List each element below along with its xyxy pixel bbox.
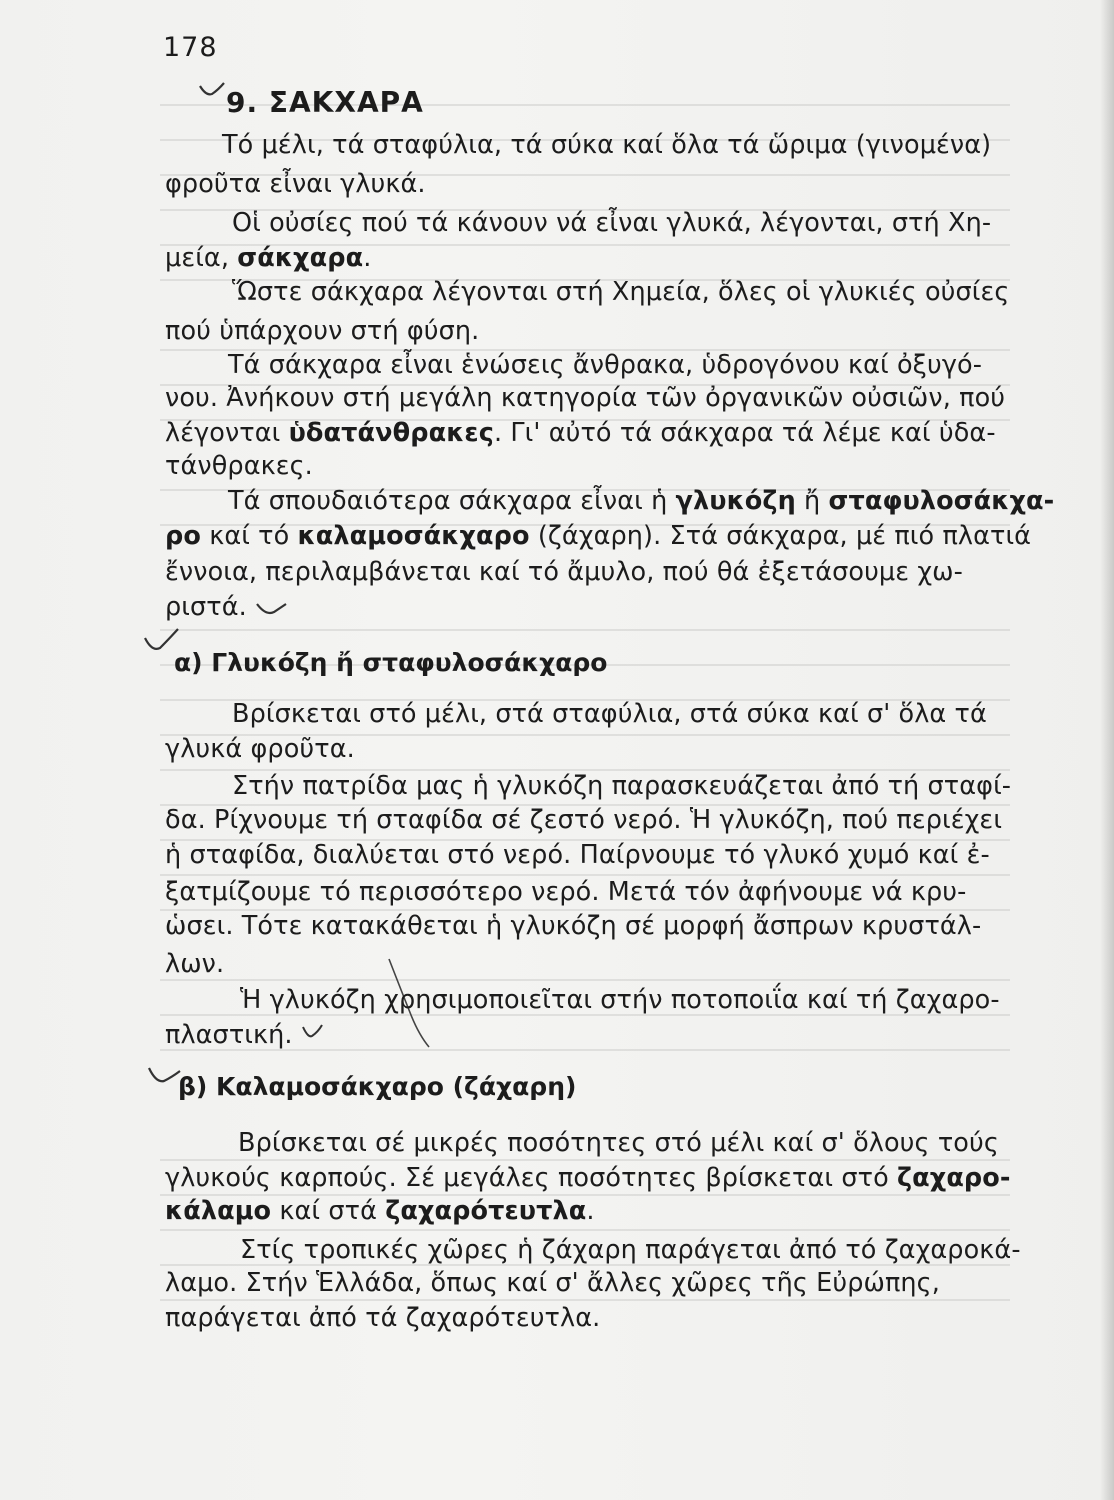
bold-term: κάλαμο xyxy=(165,1196,272,1226)
bold-term: ζαχαρο- xyxy=(896,1163,1011,1193)
text-line xyxy=(165,243,371,273)
text-line: λων. xyxy=(165,949,225,979)
text-line: Ὥστε σάκχαρα λέγονται στή Χημεία, ὅλες οἱ γλυκιές οὐσίες xyxy=(232,277,1010,307)
text-line: γλυκά φροῦτα. xyxy=(165,734,355,764)
bold-term: ρο xyxy=(165,521,201,551)
text-line: Βρίσκεται σέ μικρές ποσότητες στό μέλι καί σ' ὅλους τούς xyxy=(238,1128,999,1158)
bold-term: ὑδατάνθρακες xyxy=(288,418,494,448)
text-span: γλυκούς καρπούς. Σέ μεγάλες ποσότητες βρίσκεται στό xyxy=(165,1163,897,1193)
text-line xyxy=(165,1163,1011,1193)
text-line: παράγεται ἀπό τά ζαχαρότευτλα. xyxy=(165,1303,601,1333)
text-span: . Γι' αὐτό τά σάκχαρα τά λέμε καί ὑδα- xyxy=(493,418,996,448)
text-line: ξατμίζουμε τό περισσότερο νερό. Μετά τόν ἀφήνουμε νά κρυ- xyxy=(165,877,967,907)
text-line: τάνθρακες. xyxy=(165,451,313,481)
chapter-title: 9. ΣΑΚΧΑΡΑ xyxy=(226,86,424,119)
text-span: . xyxy=(586,1196,595,1226)
text-line: Βρίσκεται στό μέλι, στά σταφύλια, στά σύκα καί σ' ὅλα τά xyxy=(232,699,987,729)
text-line: ὡσει. Τότε κατακάθεται ἡ γλυκόζη σέ μορφή ἄσπρων κρυστάλ- xyxy=(165,911,982,941)
text-line xyxy=(165,1196,595,1226)
text-line: ἔννοια, περιλαμβάνεται καί τό ἄμυλο, πού θά ἐξετάσουμε χω- xyxy=(165,557,963,587)
text-span: καί τό xyxy=(200,521,298,551)
bold-term: γλυκόζη xyxy=(675,486,796,516)
text-line xyxy=(165,418,996,448)
text-span: μεία, xyxy=(165,243,238,273)
text-line: Στήν πατρίδα μας ἡ γλυκόζη παρασκευάζεται ἀπό τή σταφί- xyxy=(232,771,1012,801)
page-number: 178 xyxy=(163,32,218,63)
check-mark-icon xyxy=(146,1063,182,1087)
check-mark-icon xyxy=(300,1022,326,1042)
text-line: ἡ σταφίδα, διαλύεται στό νερό. Παίρνουμε τό γλυκό χυμό καί ἐ- xyxy=(165,840,990,870)
text-span: ἤ xyxy=(795,486,829,516)
bold-term: σάκχαρα xyxy=(237,243,364,273)
text-line: πού ὑπάρχουν στή φύση. xyxy=(165,316,480,346)
text-line: Στίς τροπικές χῶρες ἡ ζάχαρη παράγεται ἀπό τό ζαχαροκά- xyxy=(240,1235,1021,1265)
section-heading-glucose: α) Γλυκόζη ἤ σταφυλοσάκχαρο xyxy=(174,648,608,677)
text-line: νου. Ἀνήκουν στή μεγάλη κατηγορία τῶν ὀργανικῶν οὐσιῶν, πού xyxy=(165,383,1006,413)
text-line: Τό μέλι, τά σταφύλια, τά σύκα καί ὅλα τά ὥριμα (γινομένα) xyxy=(222,130,992,160)
bold-term: ζαχαρότευτλα xyxy=(385,1196,587,1226)
check-mark-icon xyxy=(254,600,290,620)
section-heading-sucrose: β) Καλαμοσάκχαρο (ζάχαρη) xyxy=(178,1072,577,1101)
text-line: φροῦτα εἶναι γλυκά. xyxy=(165,169,426,199)
text-line: Οἱ οὐσίες πού τά κάνουν νά εἶναι γλυκά, λέγονται, στή Χη- xyxy=(232,208,992,238)
text-line: λαμο. Στήν Ἑλλάδα, ὅπως καί σ' ἄλλες χῶρες τῆς Εὐρώπης, xyxy=(165,1268,940,1298)
text-line: δα. Ρίχνουμε τή σταφίδα σέ ζεστό νερό. Ἡ γλυκόζη, πού περιέχει xyxy=(165,805,1003,835)
bold-term: καλαμοσάκχαρο xyxy=(297,521,530,551)
text-line: Τά σάκχαρα εἶναι ἑνώσεις ἄνθρακα, ὑδρογόνου καί ὀξυγό- xyxy=(228,350,983,380)
text-line xyxy=(165,521,1031,551)
text-span: . xyxy=(363,243,372,273)
text-span: καί στά xyxy=(271,1196,386,1226)
text-span: Τά σπουδαιότερα σάκχαρα εἶναι ἡ xyxy=(228,486,676,516)
bold-term: σταφυλοσάκχα- xyxy=(828,486,1055,516)
text-line: ριστά. xyxy=(165,592,247,622)
text-line xyxy=(228,486,1054,516)
text-line: πλαστική. xyxy=(165,1020,293,1050)
text-line: Ἡ γλυκόζη χρησιμοποιεῖται στήν ποτοποιΐα καί τή ζαχαρο- xyxy=(240,985,1000,1015)
check-mark-icon xyxy=(198,80,228,102)
text-span: λέγονται xyxy=(165,418,289,448)
page-edge-shadow xyxy=(1100,0,1114,1500)
text-span: (ζάχαρη). Στά σάκχαρα, μέ πιό πλατιά xyxy=(529,521,1032,551)
